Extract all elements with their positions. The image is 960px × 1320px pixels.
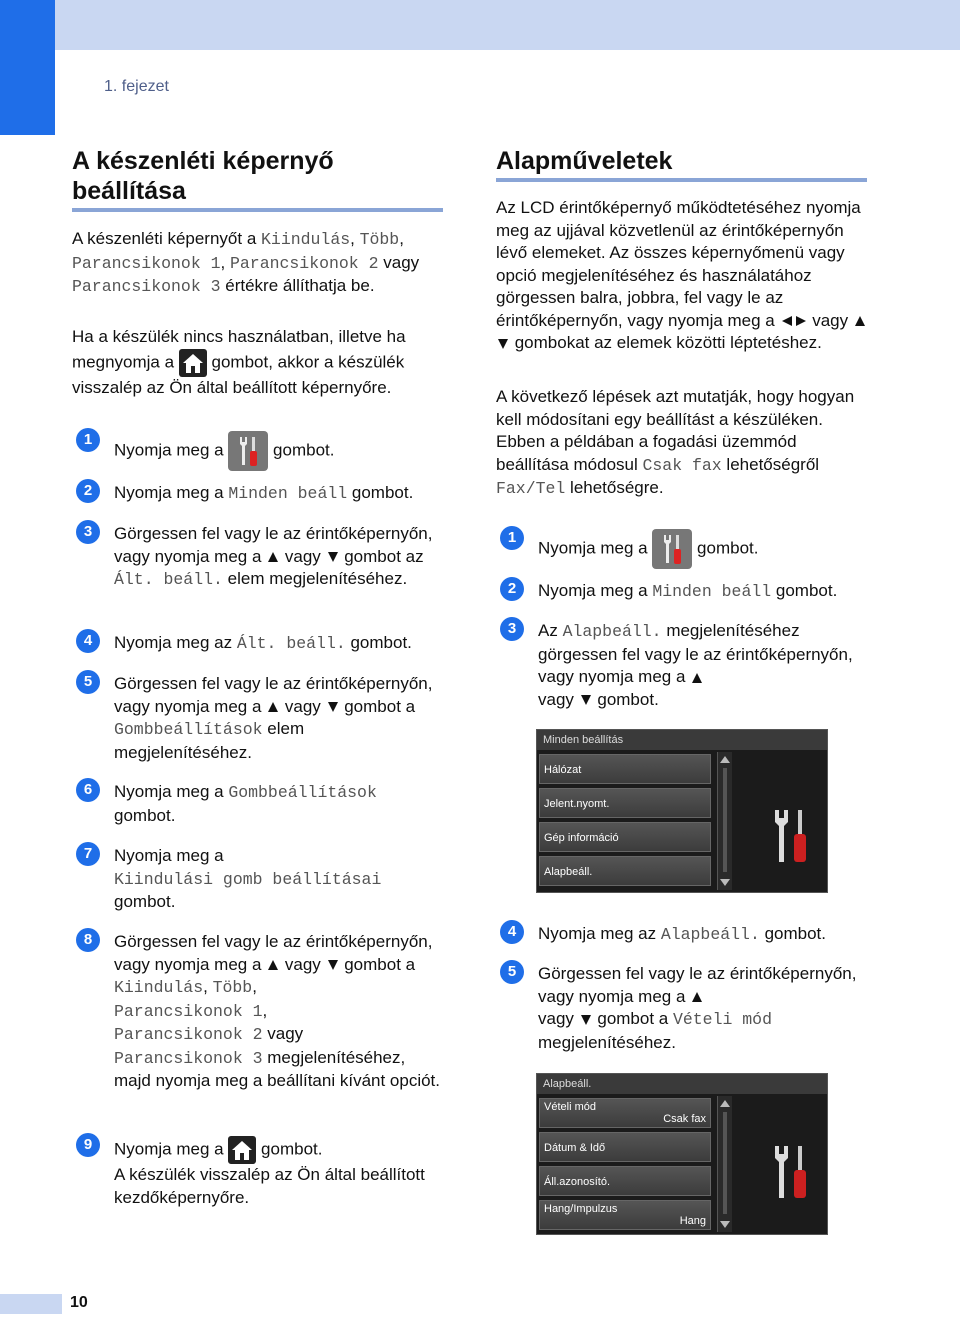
- step-number: 1: [76, 428, 100, 452]
- up-arrow-icon: [855, 316, 865, 326]
- step-left-8: 8 Görgessen fel vagy le az érintőképernyőn, vagy nyomja meg a vagy gombot a Kiindulás, Több, Parancsikonok 1, Parancsikonok 2 vagy Parancsikonok 3 megjelenítéséhez, majd nyomja meg a beállítani kívánt opciót.: [72, 928, 444, 1113]
- step-left-1: 1 Nyomja meg a gombot.: [72, 428, 444, 468]
- scroll-track: [723, 768, 727, 872]
- step-number: 5: [500, 960, 524, 984]
- footer-band: [0, 1294, 62, 1314]
- step-left-5: 5 Görgessen fel vagy le az érintőképernyőn, vagy nyomja meg a vagy gombot a Gombbeállítások elem megjelenítéséhez.: [72, 670, 444, 762]
- step-number: 7: [76, 842, 100, 866]
- step-right-4: 4 Nyomja meg az Alapbeáll. gombot.: [496, 920, 868, 946]
- settings-tools-icon: [765, 808, 817, 869]
- lcd-menu-item[interactable]: Gép információ: [539, 822, 711, 852]
- scroll-up-icon[interactable]: [720, 1100, 730, 1107]
- step-number: 1: [500, 526, 524, 550]
- step-left-4: 4 Nyomja meg az Ált. beáll. gombot.: [72, 629, 444, 655]
- section-title-right: Alapműveletek: [496, 147, 673, 175]
- down-arrow-icon: [581, 695, 591, 705]
- lcd-header: Alapbeáll.: [537, 1074, 827, 1094]
- up-arrow-icon: [268, 702, 278, 712]
- down-arrow-icon: [581, 1015, 591, 1025]
- lcd-menu-item-receive-mode[interactable]: [539, 1098, 711, 1128]
- title-underline: [72, 208, 443, 212]
- intro-paragraph-1: A készenléti képernyőt a Kiindulás, Több, Parancsikonok 1, Parancsikonok 2 vagy Parancsikonok 3 értékre állíthatja be.: [72, 229, 420, 296]
- scroll-down-icon[interactable]: [720, 879, 730, 886]
- section-title-left: A készenléti képernyő beállítása: [72, 147, 334, 205]
- lcd-item-value: Hang: [679, 1215, 706, 1227]
- step-number: 6: [76, 778, 100, 802]
- right-arrow-icon: [796, 316, 806, 326]
- lcd-menu-item-tone-pulse[interactable]: [539, 1200, 711, 1230]
- step-number: 9: [76, 1133, 100, 1157]
- scroll-up-icon[interactable]: [720, 756, 730, 763]
- step-right-5: 5 Görgessen fel vagy le az érintőképernyőn, vagy nyomja meg a vagy gombot a Vételi mód megjelenítéséhez.: [496, 960, 868, 1052]
- step-number: 4: [76, 629, 100, 653]
- up-arrow-icon: [692, 673, 702, 683]
- chapter-tab: [0, 0, 55, 135]
- home-icon: [228, 1136, 256, 1164]
- settings-tools-icon: [228, 431, 268, 471]
- lcd-menu-item[interactable]: Dátum & Idő: [539, 1132, 711, 1162]
- lcd-menu-item[interactable]: Hálózat: [539, 754, 711, 784]
- step-right-1: 1 Nyomja meg a gombot.: [496, 526, 868, 566]
- left-arrow-icon: [782, 316, 792, 326]
- lcd-scrollbar[interactable]: [717, 1096, 732, 1232]
- page-number: 10: [70, 1294, 88, 1311]
- step-left-3: 3 Görgessen fel vagy le az érintőképernyőn, vagy nyomja meg a vagy gombot az Ált. beáll. elem megjelenítéséhez.: [72, 520, 444, 612]
- chapter-label: 1. fejezet: [104, 78, 169, 95]
- down-arrow-icon: [498, 339, 508, 349]
- step-left-2: 2 Nyomja meg a Minden beáll gombot.: [72, 479, 444, 505]
- step-number: 2: [76, 479, 100, 503]
- up-arrow-icon: [692, 992, 702, 1002]
- step-number: 3: [500, 617, 524, 641]
- lcd-menu-item[interactable]: Áll.azonosító.: [539, 1166, 711, 1196]
- step-left-7: 7 Nyomja meg a Kiindulási gomb beállításai gombot.: [72, 842, 444, 912]
- lcd-item-value: Csak fax: [663, 1113, 706, 1125]
- up-arrow-icon: [268, 960, 278, 970]
- step-number: 4: [500, 920, 524, 944]
- up-arrow-icon: [268, 552, 278, 562]
- settings-tools-icon: [765, 1144, 817, 1205]
- lcd-menu-item[interactable]: Jelent.nyomt.: [539, 788, 711, 818]
- title-underline: [496, 178, 867, 182]
- step-right-3: 3 Az Alapbeáll. megjelenítéséhez görgessen fel vagy le az érintőképernyőn, vagy nyomja meg a vagy gombot.: [496, 617, 868, 709]
- lcd-menu-item[interactable]: Alapbeáll.: [539, 856, 711, 886]
- down-arrow-icon: [328, 702, 338, 712]
- header-band: [0, 0, 960, 50]
- step-number: 3: [76, 520, 100, 544]
- lcd-item-label: Vételi mód: [544, 1101, 596, 1113]
- intro-paragraph-right-2: A következő lépések azt mutatják, hogy hogyan kell módosítani egy beállítást a készüléken. Ebben a példában a fogadási üzemmód beállítása módosul Csak fax lehetőségről Fax/Tel lehetőségre.: [496, 387, 855, 498]
- lcd-item-label: Hang/Impulzus: [544, 1203, 618, 1215]
- lcd-header: Minden beállítás: [537, 730, 827, 750]
- home-icon: [179, 349, 207, 377]
- step-number: 8: [76, 928, 100, 952]
- intro-paragraph-2: Ha a készülék nincs használatban, illetve ha megnyomja a gombot, akkor a készülék visszalép az Ön által beállított képernyőre.: [72, 327, 406, 397]
- step-left-6: 6 Nyomja meg a Gombbeállítások gombot.: [72, 778, 444, 826]
- step-number: 2: [500, 577, 524, 601]
- lcd-screen-all-settings: [536, 729, 828, 893]
- settings-tools-icon: [652, 529, 692, 569]
- lcd-screen-basic-settings: [536, 1073, 828, 1235]
- scroll-track: [723, 1112, 727, 1214]
- step-right-2: 2 Nyomja meg a Minden beáll gombot.: [496, 577, 868, 603]
- scroll-down-icon[interactable]: [720, 1221, 730, 1228]
- step-number: 5: [76, 670, 100, 694]
- down-arrow-icon: [328, 960, 338, 970]
- down-arrow-icon: [328, 552, 338, 562]
- step-left-9: 9 Nyomja meg a gombot. A készülék visszalép az Ön által beállított kezdőképernyőre.: [72, 1133, 444, 1208]
- intro-paragraph-right-1: Az LCD érintőképernyő működtetéséhez nyomja meg az ujjával közvetlenül az érintőképernyőn lévő elemeket. Az összes képernyőmenü vagy opció megjelenítéséhez és használatához görgessen balra, jobbra, fel vagy le az érintőképernyőn, vagy nyomja meg a vagy gombokat az elemek közötti léptetéshez.: [496, 197, 868, 355]
- lcd-scrollbar[interactable]: [717, 752, 732, 890]
